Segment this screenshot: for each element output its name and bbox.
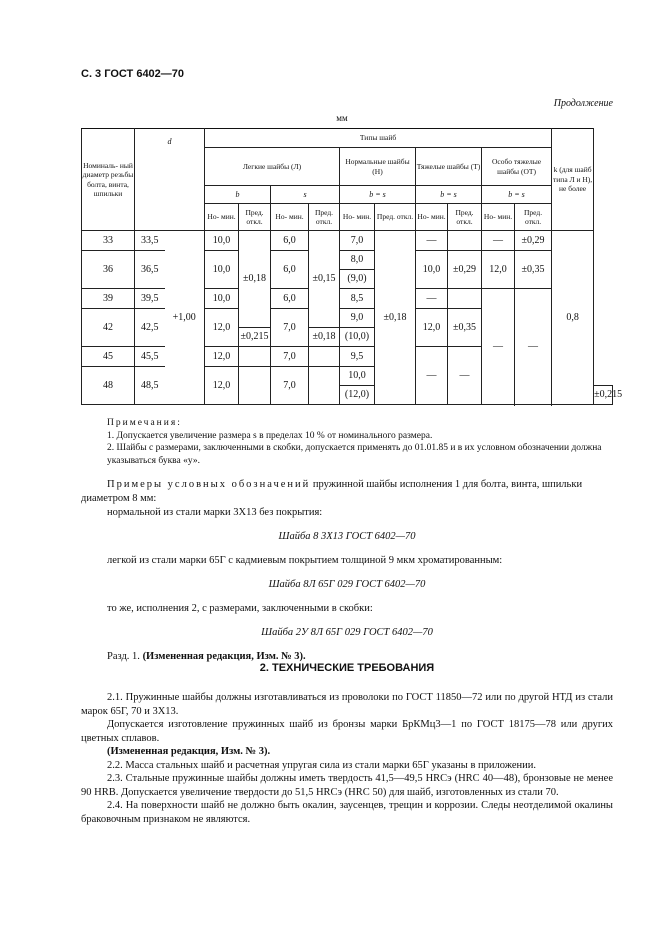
cell-heavy-nom: 12,0 <box>416 309 448 347</box>
header-extra-bs: b = s <box>482 186 552 204</box>
header-normal: Нормальные шайбы (Н) <box>340 148 416 186</box>
cell-light-s: 7,0 <box>271 309 309 347</box>
cell-heavy-dev: — <box>448 347 482 405</box>
section-ref: Разд. 1. <box>107 651 140 662</box>
example-2-designation: Шайба 8Л 65Г 029 ГОСТ 6402—70 <box>268 579 426 590</box>
notes-title: Примечания: <box>107 418 182 428</box>
clause-2-1: 2.1. Пружинные шайбы должны изготавливаться из проволоки по ГОСТ 11850—72 или по другой НТД из стали марок 65Г, 70 и 3Х13. <box>81 692 613 717</box>
cell-heavy-dev: ±0,35 <box>448 309 482 347</box>
cell-nominal: 36 <box>82 251 135 289</box>
header-nom: Но- мин. <box>205 204 239 231</box>
clause-2-1-bronze: Допускается изготовление пружинных шайб из бронзы марки БрКМц3—1 по ГОСТ 18175—78 или других цветных сплавов. <box>81 719 613 744</box>
cell-d: 48,5 <box>135 367 165 405</box>
cell-light-b: 10,0 <box>205 231 239 251</box>
cell-light-b: 10,0 <box>205 251 239 289</box>
cell-light-s-dev: ±0,15 <box>309 231 340 328</box>
header-dev: Пред. откл. <box>515 204 552 231</box>
header-heavy: Тяжелые шайбы (Т) <box>416 148 482 186</box>
note-2: 2. Шайбы с размерами, заключенными в скобки, допускается применять до 01.01.85 и в их условном обозначении должна указываться буква «у». <box>107 443 602 466</box>
header-light: Легкие шайбы (Л) <box>205 148 340 186</box>
header-dev: Пред. откл. <box>375 204 416 231</box>
cell-light-s-dev <box>309 347 340 367</box>
header-d: d <box>135 129 205 231</box>
clause-2-1-revision: (Измененная редакция, Изм. № 3). <box>107 746 271 757</box>
example-1-designation: Шайба 8 3Х13 ГОСТ 6402—70 <box>278 531 416 542</box>
header-light-b: b <box>205 186 271 204</box>
cell-light-s: 6,0 <box>271 289 309 309</box>
header-normal-bs: b = s <box>340 186 416 204</box>
cell-light-s-dev <box>309 367 340 405</box>
section-title: 2. ТЕХНИЧЕСКИЕ ТРЕБОВАНИЯ <box>259 662 435 674</box>
cell-nominal: 48 <box>82 367 135 405</box>
unit-label: мм <box>336 113 348 123</box>
cell-normal-nom: 7,0 <box>340 231 375 251</box>
cell-normal-nom: (12,0) <box>340 386 375 405</box>
example-3-label: то же, исполнения 2, с размерами, заключенными в скобки: <box>107 603 373 614</box>
header-k: k (для шайб типа Л и Н), не более <box>552 129 594 231</box>
cell-heavy-nom: — <box>416 289 448 309</box>
washer-dimensions-table <box>81 128 623 405</box>
cell-light-s: 6,0 <box>271 231 309 251</box>
clause-2-4: 2.4. На поверхности шайб не должно быть окалин, заусенцев, трещин и коррозии. Следы неотделимой окалины браковочным признаком не являются. <box>81 800 613 825</box>
cell-normal-dev: ±0,18 <box>375 231 416 405</box>
example-1-label: нормальной из стали марки 3Х13 без покрытия: <box>107 507 323 518</box>
cell-nominal: 33 <box>82 231 135 251</box>
cell-extra-nom: — <box>482 231 515 251</box>
section-ref-revision: (Измененная редакция, Изм. № 3). <box>142 651 306 662</box>
cell-nominal: 45 <box>82 347 135 367</box>
cell-light-s: 6,0 <box>271 251 309 289</box>
cell-light-b: 12,0 <box>205 347 239 367</box>
header-washer-types: Типы шайб <box>205 129 552 148</box>
cell-light-b-dev <box>239 367 271 405</box>
cell-extra-nom: 12,0 <box>482 251 515 289</box>
cell-light-b: 12,0 <box>205 309 239 347</box>
header-dev: Пред. откл. <box>448 204 482 231</box>
cell-light-b-dev: ±0,18 <box>239 231 271 328</box>
cell-heavy-dev <box>448 231 482 251</box>
cell-normal-nom: 9,0 <box>340 309 375 328</box>
header-nom: Но- мин. <box>271 204 309 231</box>
cell-heavy-nom: 10,0 <box>416 251 448 289</box>
cell-d: 33,5 <box>135 231 165 251</box>
technical-requirements <box>81 691 613 826</box>
examples-intro: пружинной шайбы исполнения 1 для болта, винта, шпильки диаметром 8 мм: <box>81 479 583 504</box>
cell-normal-nom: 8,5 <box>340 289 375 309</box>
clause-2-3: 2.3. Стальные пружинные шайбы должны иметь твердость 41,5—49,5 HRCэ (HRC 40—48), бронзовые не менее 90 HRB. Допускается увеличение твердости до 51,5 HRCэ (HRC 50) для шайб, изготовленных из стали 70. <box>81 773 613 798</box>
examples-lead: Примеры условных обозначений <box>107 479 311 490</box>
cell-extra-dev: — <box>515 289 552 405</box>
header-nom: Но- мин. <box>416 204 448 231</box>
cell-nominal: 42 <box>82 309 135 347</box>
cell-heavy-dev <box>448 289 482 309</box>
cell-light-b: 10,0 <box>205 289 239 309</box>
table-notes <box>107 417 617 467</box>
cell-light-s: 7,0 <box>271 367 309 405</box>
header-light-s: s <box>271 186 340 204</box>
cell-d-dev: +1,00 <box>165 231 205 405</box>
header-dev: Пред. откл. <box>309 204 340 231</box>
cell-nominal: 39 <box>82 289 135 309</box>
cell-normal-nom: (9,0) <box>340 270 375 289</box>
example-2-label: легкой из стали марки 65Г с кадмиевым покрытием толщиной 9 мкм хроматированным: <box>107 555 503 566</box>
cell-extra-nom: — <box>482 289 515 405</box>
cell-normal-dev: ±0,215 <box>594 386 613 405</box>
cell-heavy-nom: — <box>416 347 448 405</box>
cell-heavy-dev: ±0,29 <box>448 251 482 289</box>
cell-d: 36,5 <box>135 251 165 289</box>
page-header: С. 3 ГОСТ 6402—70 <box>81 68 185 80</box>
header-extra-heavy: Особо тяжелые шайбы (ОТ) <box>482 148 552 186</box>
cell-extra-dev: ±0,35 <box>515 251 552 289</box>
light-b-dev-group: ±0,215 <box>239 328 271 347</box>
header-heavy-bs: b = s <box>416 186 482 204</box>
continuation-label: Продолжение <box>553 98 613 109</box>
cell-light-b: 12,0 <box>205 367 239 405</box>
cell-d: 42,5 <box>135 309 165 347</box>
designation-examples <box>81 478 613 664</box>
cell-normal-nom: 8,0 <box>340 251 375 270</box>
cell-light-s: 7,0 <box>271 347 309 367</box>
clause-2-2: 2.2. Масса стальных шайб и расчетная упругая сила из стали марки 65Г указаны в приложении. <box>107 759 537 771</box>
example-3-designation: Шайба 2У 8Л 65Г 029 ГОСТ 6402—70 <box>261 627 433 638</box>
cell-normal-nom: 10,0 <box>340 367 375 386</box>
cell-normal-nom: (10,0) <box>340 328 375 347</box>
cell-normal-nom: 9,5 <box>340 347 375 367</box>
light-s-dev-group: ±0,18 <box>309 328 340 347</box>
cell-d: 45,5 <box>135 347 165 367</box>
header-nom: Но- мин. <box>482 204 515 231</box>
header-nominal-diameter: Номиналь- ный диаметр резьбы болта, винта, шпильки <box>82 129 135 231</box>
cell-heavy-nom: — <box>416 231 448 251</box>
cell-extra-dev: ±0,29 <box>515 231 552 251</box>
header-nom: Но- мин. <box>340 204 375 231</box>
header-dev: Пред. откл. <box>239 204 271 231</box>
cell-light-b-dev <box>239 347 271 367</box>
cell-d: 39,5 <box>135 289 165 309</box>
note-1: 1. Допускается увеличение размера s в пределах 10 % от номинального размера. <box>107 430 433 441</box>
cell-k: 0,8 <box>552 231 594 405</box>
